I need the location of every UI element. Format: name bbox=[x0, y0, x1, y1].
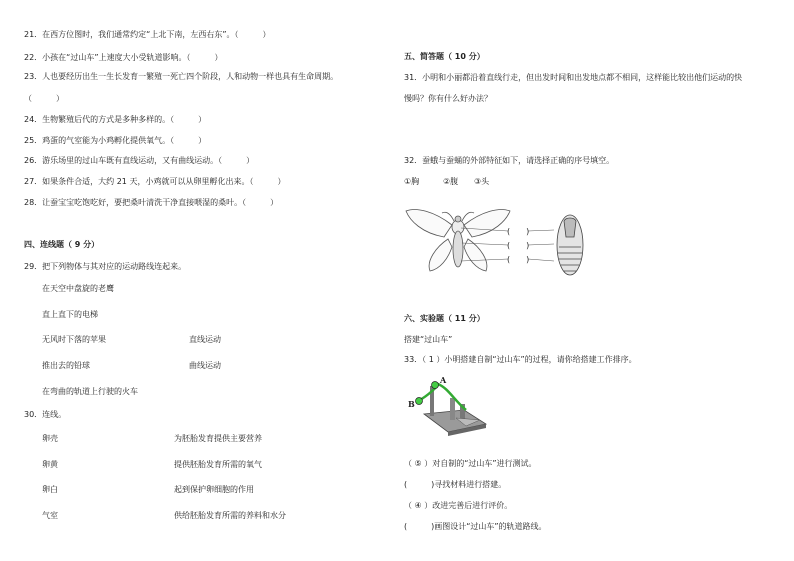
question-30: 30．连线。 bbox=[24, 410, 67, 419]
step-item: ( )寻找材料进行搭建。 bbox=[404, 480, 507, 489]
match29-left-item: 在弯曲的轨道上行驶的火车 bbox=[42, 387, 138, 396]
match30-right-item: 供给胚胎发育所需的养料和水分 bbox=[174, 511, 286, 520]
blank-1: ( ) bbox=[507, 227, 530, 236]
question-24: 24．生物繁殖后代的方式是多种多样的。（ ） bbox=[24, 115, 207, 124]
step-item: ( )画图设计“过山车”的轨道路线。 bbox=[404, 522, 547, 531]
question-33: 33．（ 1 ）小明搭建自制“过山车”的过程，请你给搭建工作排序。 bbox=[404, 355, 637, 364]
silkworm-moth-illustration bbox=[406, 210, 510, 271]
match29-left-item: 直上直下的电梯 bbox=[42, 310, 98, 319]
section-4-heading: 四、连线题（ 9 分） bbox=[24, 240, 100, 249]
q32-option: ③头 bbox=[474, 177, 490, 186]
label-b: B bbox=[408, 399, 415, 409]
section-6-heading: 六、实验题（ 11 分） bbox=[404, 314, 485, 323]
question-25: 25．鸡蛋的气室能为小鸡孵化提供氧气。（ ） bbox=[24, 136, 207, 145]
question-26: 26．游乐场里的过山车既有直线运动，又有曲线运动。（ ） bbox=[24, 156, 255, 165]
question-32: 32．蚕蛾与蚕蛹的外部特征如下，请选择正确的序号填空。 bbox=[404, 156, 615, 165]
label-a: A bbox=[440, 375, 447, 385]
match30-left-item: 卵黄 bbox=[42, 460, 58, 469]
question-23-blank: （ ） bbox=[24, 94, 64, 103]
question-21: 21．在西方位图时，我们通常约定“上北下南，左西右东”。（ ） bbox=[24, 30, 271, 39]
q32-option: ②腹 bbox=[443, 177, 459, 186]
match30-right-item: 起到保护卵细胞的作用 bbox=[174, 485, 254, 494]
question-22: 22．小孩在“过山车”上速度大小受轨道影响。（ ） bbox=[24, 53, 223, 62]
section-5-heading: 五、简答题（ 10 分） bbox=[404, 52, 485, 61]
blank-3: ( ) bbox=[507, 255, 530, 264]
match29-left-item: 推出去的铅球 bbox=[42, 361, 90, 370]
match30-left-item: 卵白 bbox=[42, 485, 58, 494]
roller-coaster-model-figure bbox=[404, 374, 494, 436]
match30-right-item: 提供胚胎发育所需的氧气 bbox=[174, 460, 262, 469]
question-23: 23．人也要经历出生一生长发育一繁殖一死亡四个阶段，人和动物一样也具有生命周期。 bbox=[24, 72, 339, 81]
step-item: （ ④ ）改进完善后进行评价。 bbox=[404, 501, 513, 510]
question-27: 27．如果条件合适，大约 21 天，小鸡就可以从卵里孵化出来。（ ） bbox=[24, 177, 286, 186]
silkworm-pupa-illustration bbox=[557, 215, 583, 275]
question-31: 31．小明和小丽都沿着直线行走，但出发时间和出发地点都不相同，这样能比较出他们运动的快 bbox=[404, 73, 743, 82]
q32-option: ①胸 bbox=[404, 177, 420, 186]
match30-left-item: 卵壳 bbox=[42, 434, 58, 443]
match30-right-item: 为胚胎发育提供主要营养 bbox=[174, 434, 262, 443]
question-28: 28．让蚕宝宝吃饱吃好，要把桑叶清洗干净直接喂湿的桑叶。（ ） bbox=[24, 198, 279, 207]
step-item: （ ⑤ ）对自制的“过山车”进行测试。 bbox=[404, 459, 537, 468]
question-29: 29．把下列物体与其对应的运动路线连起来。 bbox=[24, 262, 187, 271]
match29-right-item: 曲线运动 bbox=[189, 361, 221, 370]
match30-left-item: 气室 bbox=[42, 511, 58, 520]
match29-right-item: 直线运动 bbox=[189, 335, 221, 344]
experiment-topic: 搭建“过山车” bbox=[404, 335, 453, 344]
match29-left-item: 在天空中盘旋的老鹰 bbox=[42, 284, 114, 293]
silkworm-moth-pupa-figure bbox=[404, 203, 604, 285]
match29-left-item: 无风时下落的苹果 bbox=[42, 335, 106, 344]
question-31-cont: 慢吗？你有什么好办法？ bbox=[404, 94, 492, 103]
blank-2: ( ) bbox=[507, 241, 530, 250]
